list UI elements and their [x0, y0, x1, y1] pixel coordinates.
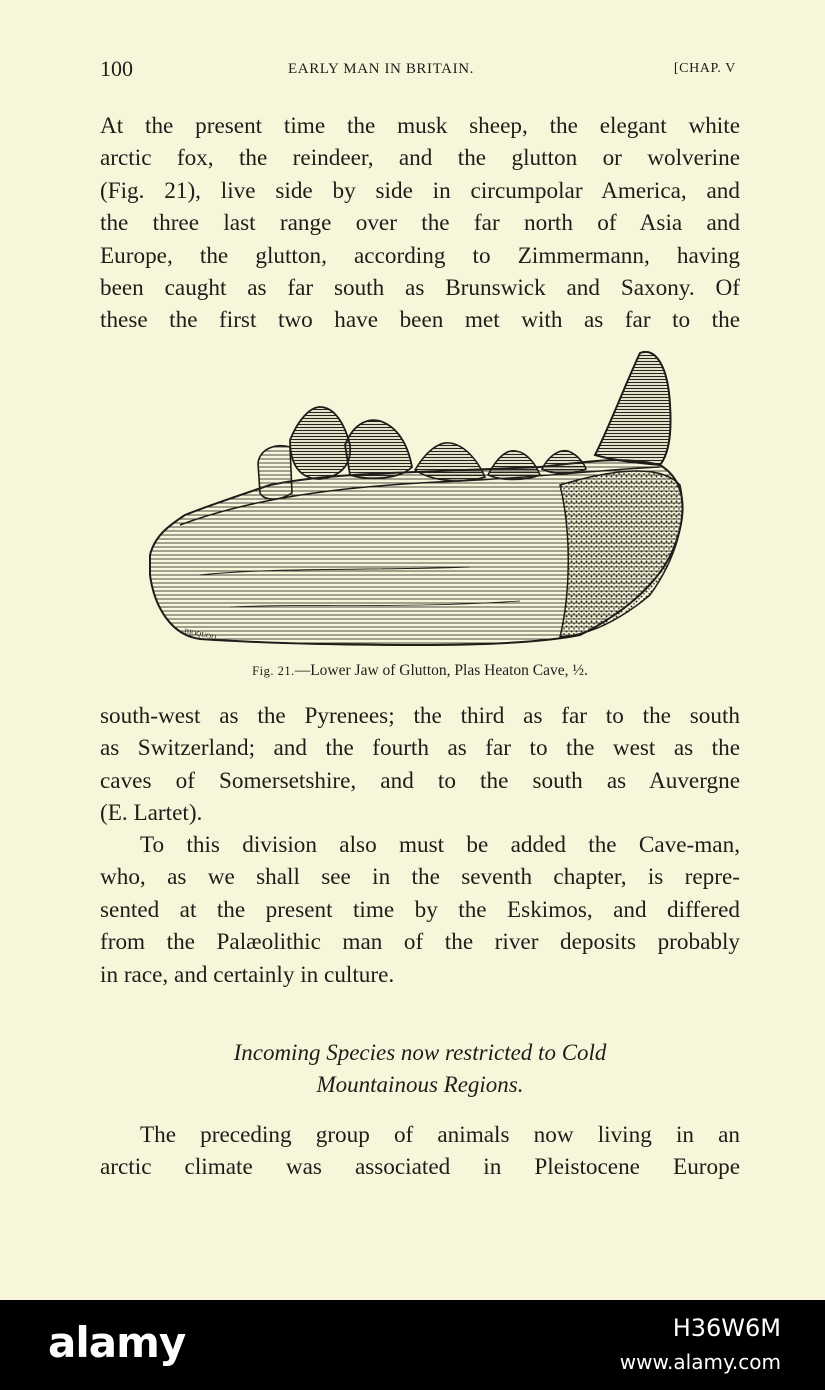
running-head: [100, 56, 740, 86]
section-heading: [100, 1037, 740, 1101]
text-line: south-west as the Pyrenees; the third as far to the south: [100, 703, 740, 729]
text-line: been caught as far south as Brunswick and Saxony. Of: [100, 275, 740, 302]
image-id: H36W6M: [672, 1314, 781, 1342]
paragraph-3: [100, 829, 740, 991]
watermark-url: www.alamy.com: [619, 1350, 781, 1374]
text-line: (Fig. 21), live side by side in circumpolar America, and: [100, 177, 740, 204]
text-line: caves of Somersetshire, and to the south as Auvergne: [100, 767, 740, 794]
text-line: from the Palæolithic man of the river deposits probably: [100, 929, 740, 956]
text-line: the three last range over the far north of Asia and: [100, 210, 740, 237]
running-title: EARLY MAN IN BRITAIN.: [288, 61, 474, 77]
paragraph-4: [100, 1119, 740, 1184]
text-line: Europe, the glutton, according to Zimmermann, having: [100, 242, 740, 269]
figure-caption: [100, 662, 740, 680]
paragraph-1: [100, 110, 740, 337]
alamy-logo: alamy: [48, 1318, 186, 1367]
chapter-marker: [CHAP. V: [673, 61, 736, 76]
text-line: At the present time the musk sheep, the elegant white: [100, 113, 740, 139]
figure-caption-text: —Lower Jaw of Glutton, Plas Heaton Cave, ½.: [294, 662, 588, 679]
stock-watermark-band: [0, 1300, 825, 1390]
text-line: these the first two have been met with as far to the: [100, 307, 740, 334]
section-heading-line-2: Mountainous Regions.: [316, 1072, 524, 1097]
text-line: The preceding group of animals now living in an: [140, 1122, 740, 1148]
section-heading-line-1: Incoming Species now restricted to Cold: [233, 1040, 607, 1065]
engraver-mark: BIOQUOD: [183, 627, 217, 642]
text-line: in race, and certainly in culture.: [100, 961, 395, 988]
text-line: who, as we shall see in the seventh chapter, is repre-: [100, 864, 740, 891]
figure-label: Fig. 21.: [252, 664, 295, 678]
text-line: arctic fox, the reindeer, and the glutton or wolverine: [100, 145, 740, 172]
text-line: arctic climate was associated in Pleistocene Europe: [100, 1154, 740, 1181]
text-line: (E. Lartet).: [100, 800, 203, 827]
glutton-jaw-engraving: [140, 345, 690, 655]
page-number: 100: [100, 56, 133, 81]
text-line: sented at the present time by the Eskimos, and differed: [100, 896, 740, 923]
paragraph-2: [100, 700, 740, 830]
text-line: To this division also must be added the Cave-man,: [140, 832, 740, 858]
text-line: as Switzerland; and the fourth as far to the west as the: [100, 735, 740, 762]
